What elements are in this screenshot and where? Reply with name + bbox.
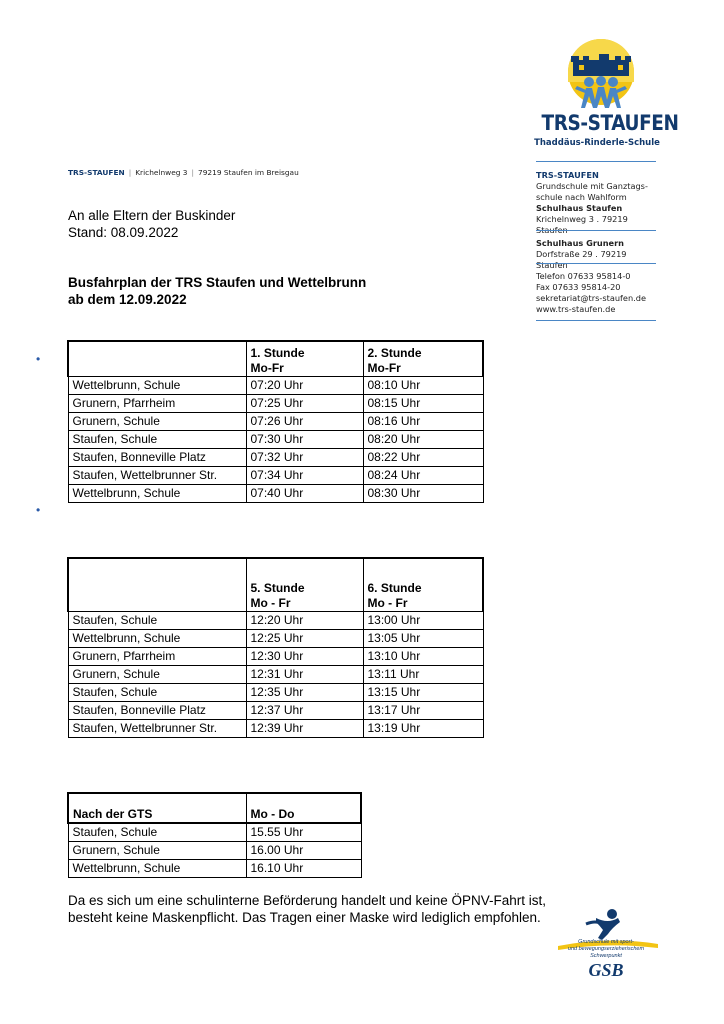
info-school xyxy=(536,170,656,236)
sender-street: Krichelnweg 3 xyxy=(135,168,188,177)
table-header-row xyxy=(68,558,483,612)
info-house2-addr: Dorfstraße 29 . 79219 Staufen xyxy=(536,249,627,270)
info-house1-name: Schulhaus Staufen xyxy=(536,203,623,213)
stop-cell: Staufen, Wettelbrunner Str. xyxy=(68,720,246,738)
time-cell: 08:24 Uhr xyxy=(363,467,483,485)
stop-cell: Staufen, Schule xyxy=(68,431,246,449)
info-house1-addr: Krichelnweg 3 . 79219 Staufen xyxy=(536,214,628,235)
time-cell: 07:25 Uhr xyxy=(246,395,363,413)
table-row xyxy=(68,823,361,842)
sender-city: 79219 Staufen im Breisgau xyxy=(198,168,299,177)
sender-line: TRS-STAUFEN | Krichelnweg 3 | 79219 Staufen im Breisgau xyxy=(68,168,299,177)
table-header: 1. Stunde Mo-Fr xyxy=(246,341,363,377)
table-header: 5. Stunde Mo - Fr xyxy=(246,558,363,612)
table-header-row xyxy=(68,341,483,377)
info-email[interactable]: sekretariat@trs-staufen.de xyxy=(536,293,646,303)
table-row xyxy=(68,612,483,630)
table-header: Mo - Do xyxy=(246,793,361,823)
info-divider xyxy=(536,161,656,162)
time-cell: 15.55 Uhr xyxy=(246,823,361,842)
time-cell: 12:25 Uhr xyxy=(246,630,363,648)
info-divider xyxy=(536,230,656,231)
table-header-row xyxy=(68,793,361,823)
info-house2-name: Schulhaus Grunern xyxy=(536,238,624,248)
stop-cell: Wettelbrunn, Schule xyxy=(68,377,246,395)
footer-note-line2: besteht keine Maskenpflicht. Das Tragen einer Maske wird lediglich empfohlen. xyxy=(68,910,541,925)
info-line1: Grundschule mit Ganztags- xyxy=(536,181,648,191)
table-row xyxy=(68,485,483,503)
time-cell: 12:30 Uhr xyxy=(246,648,363,666)
table-row xyxy=(68,413,483,431)
stop-cell: Grunern, Schule xyxy=(68,413,246,431)
info-line2: schule nach Wahlform xyxy=(536,192,627,202)
table-header: Nach der GTS xyxy=(68,793,246,823)
stop-cell: Staufen, Schule xyxy=(68,823,246,842)
time-cell: 16.00 Uhr xyxy=(246,842,361,860)
table-header-empty xyxy=(68,558,246,612)
stop-cell: Grunern, Schule xyxy=(68,666,246,684)
table-row xyxy=(68,860,361,878)
table-row xyxy=(68,630,483,648)
table-row xyxy=(68,431,483,449)
info-grunern xyxy=(536,238,656,271)
time-cell: 08:30 Uhr xyxy=(363,485,483,503)
time-cell: 16.10 Uhr xyxy=(246,860,361,878)
stop-cell: Grunern, Pfarrheim xyxy=(68,395,246,413)
page-title-date: ab dem 12.09.2022 xyxy=(68,292,187,307)
table-header: 2. Stunde Mo-Fr xyxy=(363,341,483,377)
greeting: An alle Eltern der Buskinder xyxy=(68,208,236,223)
logo-title: TRS-STAUFEN xyxy=(541,111,679,135)
page-title: Busfahrplan der TRS Staufen und Wettelbrunn xyxy=(68,275,367,290)
time-cell: 07:40 Uhr xyxy=(246,485,363,503)
schedule-table-noon xyxy=(67,557,484,738)
info-divider xyxy=(536,263,656,264)
stop-cell: Staufen, Bonneville Platz xyxy=(68,449,246,467)
table-row xyxy=(68,467,483,485)
time-cell: 13:17 Uhr xyxy=(363,702,483,720)
time-cell: 12:35 Uhr xyxy=(246,684,363,702)
time-cell: 13:15 Uhr xyxy=(363,684,483,702)
school-logo xyxy=(553,36,649,112)
footer-note-line1: Da es sich um eine schulinterne Beförderung handelt und keine ÖPNV-Fahrt ist, xyxy=(68,893,547,908)
stop-cell: Staufen, Schule xyxy=(68,684,246,702)
table-header: 6. Stunde Mo - Fr xyxy=(363,558,483,612)
bullet: • xyxy=(36,352,41,366)
time-cell: 13:19 Uhr xyxy=(363,720,483,738)
gsb-line2: und bewegungserzieherischem Schwerpunkt xyxy=(567,946,645,959)
time-cell: 12:37 Uhr xyxy=(246,702,363,720)
stop-cell: Wettelbrunn, Schule xyxy=(68,860,246,878)
table-row xyxy=(68,720,483,738)
logo-subtitle: Thaddäus-Rinderle-Schule xyxy=(534,138,660,148)
time-cell: 13:05 Uhr xyxy=(363,630,483,648)
table-row xyxy=(68,648,483,666)
time-cell: 13:10 Uhr xyxy=(363,648,483,666)
info-divider xyxy=(536,320,656,321)
schedule-table-gts xyxy=(67,792,362,878)
time-cell: 08:15 Uhr xyxy=(363,395,483,413)
time-cell: 13:11 Uhr xyxy=(363,666,483,684)
gsb-line1: Grundschule mit sport- xyxy=(578,939,634,945)
sender-org: TRS-STAUFEN xyxy=(68,168,125,177)
stop-cell: Wettelbrunn, Schule xyxy=(68,485,246,503)
table-row xyxy=(68,702,483,720)
stop-cell: Grunern, Pfarrheim xyxy=(68,648,246,666)
time-cell: 07:30 Uhr xyxy=(246,431,363,449)
time-cell: 13:00 Uhr xyxy=(363,612,483,630)
table-row xyxy=(68,377,483,395)
info-phone: Telefon 07633 95814-0 xyxy=(536,271,631,281)
date-line: Stand: 08.09.2022 xyxy=(68,225,179,240)
gsb-caption xyxy=(554,939,658,980)
time-cell: 12:20 Uhr xyxy=(246,612,363,630)
time-cell: 12:39 Uhr xyxy=(246,720,363,738)
info-org: TRS-STAUFEN xyxy=(536,170,599,180)
stop-cell: Staufen, Schule xyxy=(68,612,246,630)
time-cell: 08:16 Uhr xyxy=(363,413,483,431)
time-cell: 08:10 Uhr xyxy=(363,377,483,395)
info-fax: Fax 07633 95814-20 xyxy=(536,282,621,292)
time-cell: 08:20 Uhr xyxy=(363,431,483,449)
time-cell: 07:26 Uhr xyxy=(246,413,363,431)
stop-cell: Staufen, Wettelbrunner Str. xyxy=(68,467,246,485)
time-cell: 12:31 Uhr xyxy=(246,666,363,684)
stop-cell: Grunern, Schule xyxy=(68,842,246,860)
schedule-table-morning xyxy=(67,340,484,503)
info-web[interactable]: www.trs-staufen.de xyxy=(536,304,616,314)
table-header-empty xyxy=(68,341,246,377)
table-row xyxy=(68,395,483,413)
info-contact xyxy=(536,271,656,315)
table-row xyxy=(68,842,361,860)
table-row xyxy=(68,684,483,702)
time-cell: 07:34 Uhr xyxy=(246,467,363,485)
bullet: • xyxy=(36,503,41,517)
time-cell: 07:20 Uhr xyxy=(246,377,363,395)
time-cell: 08:22 Uhr xyxy=(363,449,483,467)
gsb-name: GSB xyxy=(588,960,624,980)
stop-cell: Staufen, Bonneville Platz xyxy=(68,702,246,720)
table-row xyxy=(68,449,483,467)
table-row xyxy=(68,666,483,684)
stop-cell: Wettelbrunn, Schule xyxy=(68,630,246,648)
time-cell: 07:32 Uhr xyxy=(246,449,363,467)
